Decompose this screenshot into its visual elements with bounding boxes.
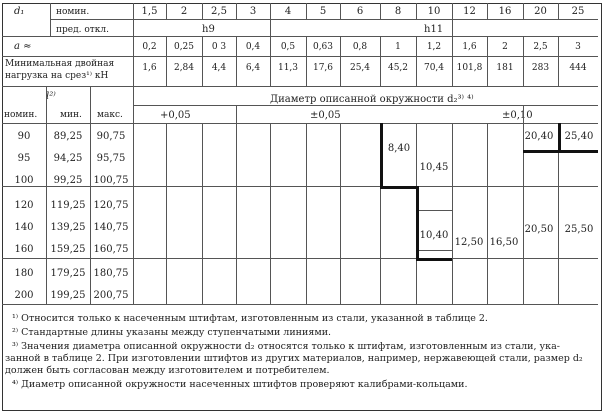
d2-value-10-45: 10,45 [419,162,449,173]
d2-value-25-50: 25,50 [564,224,594,235]
grid-line-h [2,36,598,37]
d1-value: 1,5 [141,6,158,17]
a-value: 1 [395,42,401,52]
a-value: 0,5 [280,42,296,52]
d2-value-20-50: 20,50 [524,224,554,235]
pred-otkl-label: пред. откл. [56,25,109,35]
row-nomin: 100 [14,175,34,186]
footnote-3: ³⁾ Значения диаметра описанной окружности d₂ относятся только к штифтам, изготовленным из стали, ука- [12,341,560,352]
grid-line-v [416,186,419,258]
grid-line-v [236,105,237,123]
a-value: 0,25 [173,42,195,52]
tol-h11: h11 [424,24,444,35]
tol-pm-010: ±0,10 [502,110,533,121]
row-min: 159,25 [50,244,86,255]
col-max: макс. [97,110,123,120]
d1-value: 3 [249,6,257,17]
grid-line-v [270,36,271,86]
a-value: 0,63 [312,42,334,52]
grid-line-v [236,36,237,86]
row-min: 94,25 [53,153,83,164]
grid-line-v [452,36,453,86]
grid-line-v [133,3,134,304]
a-value: 1,6 [462,42,477,52]
row-max: 90,75 [96,131,126,142]
grid-line-h [2,304,598,305]
footnote-3-cont: занной в таблице 2. При изготовлении штифтов из других материалов, например, нержавеющей стали, размер d₂ [5,353,583,364]
row-min: 89,25 [53,131,83,142]
a-value: 3 [575,42,581,52]
grid-line-h [2,86,598,87]
d1-value: 25 [571,6,585,17]
a-value: 1,2 [426,42,442,52]
d1-value: 2,5 [211,6,227,17]
row-max: 95,75 [96,153,126,164]
row-nomin: 200 [14,290,34,301]
grid-line-v [380,3,381,19]
grid-line-v [340,3,341,19]
load-value: 1,6 [142,63,157,73]
grid-line-h [2,123,598,124]
grid-line-v [236,3,237,19]
load-value: 101,8 [456,63,483,73]
row-nomin: 120 [14,200,34,211]
grid-line-v [487,123,488,304]
d1-value: 6 [356,6,364,17]
col-min: мин. [60,110,82,120]
footnote-3-cont2: должен быть согласован между изготовителем и потребителем. [5,365,330,376]
grid-line-v [523,3,524,19]
d2-value-25-40: 25,40 [564,131,594,142]
grid-line-v [202,3,203,19]
load-label-1: Минимальная двойная [5,59,115,69]
d2-value-12-50: 12,50 [454,237,484,248]
grid-line-v [306,3,307,19]
grid-line-v [270,123,271,304]
row-min: 179,25 [50,268,86,279]
row-min: 139,25 [50,222,86,233]
grid-line-v [558,3,559,19]
d2-title: Диаметр описанной окружности d₂³⁾ ⁴⁾ [270,94,474,105]
row-max: 140,75 [93,222,129,233]
tol-pm-005: ±0,05 [310,110,341,121]
grid-line-v [306,36,307,86]
grid-line-v [452,123,453,304]
footnote-4: ⁴⁾ Диаметр описанной окружности насеченных штифтов проверяют калибрами-кольцами. [12,379,468,390]
row-min: 99,25 [53,175,83,186]
d2-value-20-40: 20,40 [524,131,554,142]
load-value: 6,4 [245,63,261,73]
row-nomin: 160 [14,244,34,255]
grid-line-v [166,3,167,19]
grid-line-v [236,123,237,304]
grid-line-v [202,36,203,86]
grid-line-v [416,36,417,86]
grid-line-v [90,86,91,304]
load-value: 17,6 [312,63,334,73]
grid-line-v [166,123,167,304]
load-label-2: нагрузка на срез¹⁾ кН [5,71,109,81]
tol-h9: h9 [202,24,215,35]
load-value: 11,3 [277,63,299,73]
grid-line-v [340,123,341,304]
grid-line-v [416,3,417,19]
load-value: 45,2 [387,63,409,73]
row-max: 180,75 [93,268,129,279]
load-value: 70,4 [423,63,445,73]
d2-value-8-40: 8,40 [387,143,411,154]
row-max: 160,75 [93,244,129,255]
a-value: 0,4 [245,42,261,52]
grid-line-v [523,36,524,86]
d1-value: 20 [534,6,547,17]
footnote-1: ¹⁾ Относится только к насеченным штифтам, изготовленным из стали, указанной в таблице 2. [12,313,488,324]
a-label: a ≈ [14,41,32,52]
load-value: 181 [496,63,514,73]
grid-line-h [416,250,452,251]
load-value: 283 [531,63,550,73]
l-label: l²⁾ [46,91,56,102]
grid-line-v [166,36,167,86]
grid-line-h [2,56,598,57]
d1-label: d₁ [14,6,25,17]
grid-line-v [380,123,383,186]
tol-plus-005: +0,05 [160,110,191,121]
load-value: 25,4 [349,63,371,73]
d1-value: 4 [284,6,292,17]
grid-line-h [2,186,598,187]
a-value: 0 3 [211,42,227,52]
a-value: 0,8 [352,42,368,52]
row-nomin: 95 [17,153,31,164]
grid-line-h [133,105,598,106]
d1-value: 5 [319,6,327,17]
footnote-2: ²⁾ Стандартные длины указаны между ступенчатыми линиями. [12,327,332,338]
a-value: 2 [502,42,508,52]
grid-line-v [46,86,47,304]
grid-line-h [416,258,452,261]
grid-line-h [416,210,452,211]
row-max: 100,75 [93,175,129,186]
load-value: 2,84 [173,63,195,73]
row-nomin: 140 [14,222,34,233]
row-nomin: 90 [17,131,31,142]
grid-line-v [523,105,524,123]
grid-line-v [202,123,203,304]
a-value: 2,5 [533,42,548,52]
grid-line-v [558,36,559,86]
row-max: 200,75 [93,290,129,301]
a-value: 0,2 [142,42,157,52]
grid-line-h [380,186,416,189]
grid-line-v [558,123,561,150]
load-value: 444 [569,63,587,73]
grid-line-v [50,3,51,36]
row-max: 120,75 [93,200,129,211]
d1-value: 10 [427,6,441,17]
grid-line-v [487,3,488,19]
row-nomin: 180 [14,268,34,279]
grid-line-v [340,36,341,86]
d2-value-16-50: 16,50 [489,237,519,248]
col-nomin: номин. [4,110,38,120]
load-value: 4,4 [211,63,227,73]
d1-value: 8 [394,6,402,17]
d1-value: 16 [498,6,512,17]
grid-line-v [487,36,488,86]
row-min: 119,25 [50,200,86,211]
nomin-label: номин. [56,7,90,17]
grid-line-h [2,258,598,259]
d1-value: 2 [180,6,188,17]
grid-line-v [380,36,381,86]
grid-line-h [523,150,598,153]
d2-value-10-40: 10,40 [419,230,449,241]
row-min: 199,25 [50,290,86,301]
d1-value: 12 [463,6,476,17]
grid-line-v [306,123,307,304]
